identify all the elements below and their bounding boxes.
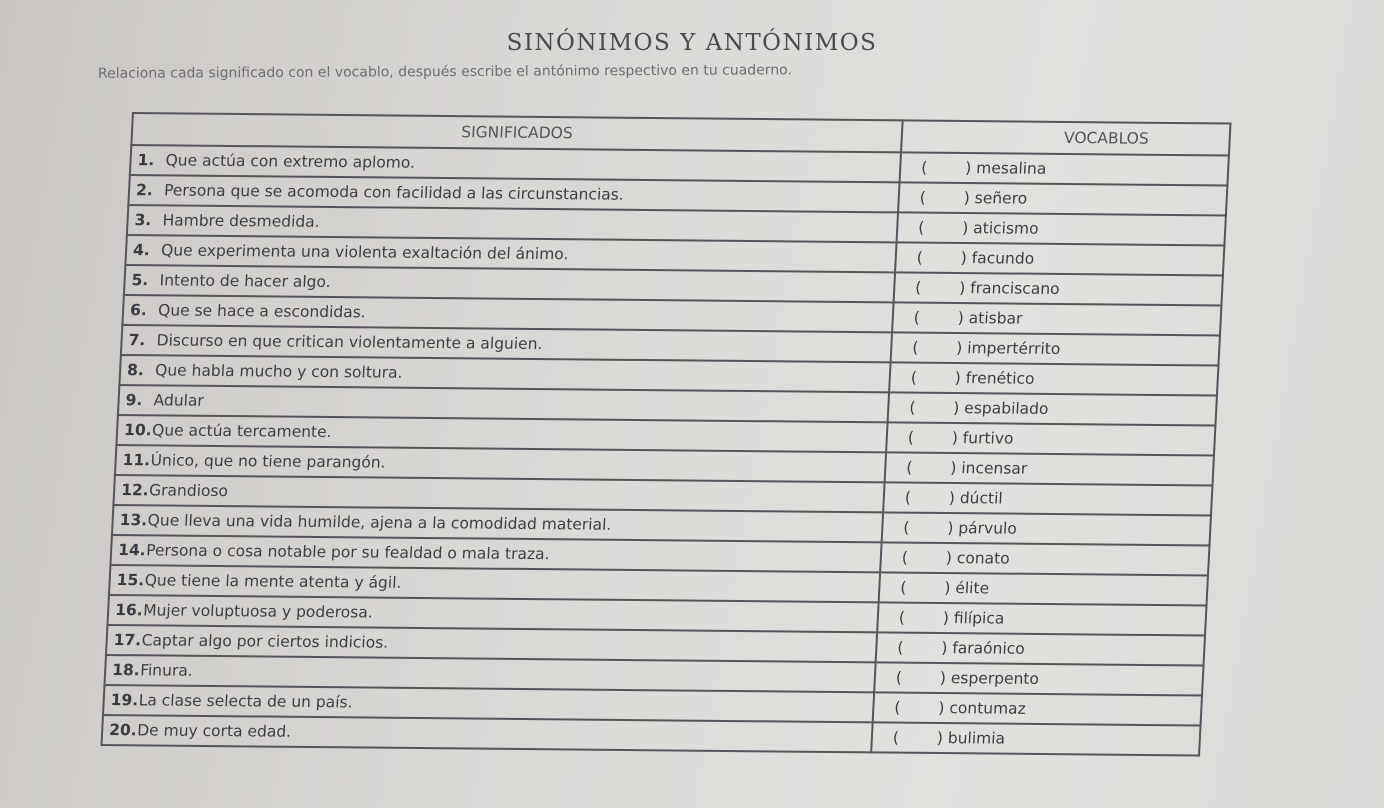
open-bracket: ( [895, 668, 903, 687]
word-cell[interactable] [882, 512, 1211, 545]
item-number: 2. [135, 181, 154, 200]
open-bracket: ( [907, 428, 915, 447]
answer-blank[interactable] [883, 638, 942, 657]
open-bracket: ( [910, 368, 918, 387]
header-significados: SIGNIFICADOS [131, 113, 902, 152]
open-bracket: ( [920, 158, 928, 177]
open-bracket: ( [893, 698, 901, 717]
meaning-text: La clase selecta de un país. [138, 691, 354, 712]
word-cell[interactable] [880, 542, 1209, 575]
meaning-text: Captar algo por ciertos indicios. [141, 631, 389, 652]
word-cell[interactable] [873, 692, 1202, 725]
vocablo-text: facundo [971, 249, 1035, 268]
meaning-text: Adular [153, 391, 205, 410]
item-number: 17. [113, 631, 142, 650]
answer-blank[interactable] [902, 248, 961, 267]
worksheet-sheet [100, 112, 1231, 757]
answer-blank[interactable] [880, 698, 939, 717]
word-cell[interactable] [885, 452, 1214, 485]
close-bracket: ) [949, 459, 957, 478]
vocablo-text: contumaz [948, 699, 1027, 718]
vocablo-text: impertérrito [966, 339, 1061, 359]
close-bracket: ) [940, 639, 948, 658]
close-bracket: ) [945, 549, 953, 568]
vocablo-text: filípica [953, 609, 1005, 628]
vocablo-text: incensar [960, 459, 1028, 478]
item-number: 11. [122, 451, 151, 470]
answer-blank[interactable] [901, 278, 960, 297]
vocablo-text: aticismo [972, 219, 1040, 238]
item-number: 18. [111, 661, 141, 680]
meaning-cell [102, 715, 873, 752]
vocablo-text: espabilado [963, 399, 1049, 418]
item-number: 10. [123, 421, 153, 440]
word-cell[interactable] [876, 632, 1205, 665]
item-number: 3. [134, 211, 152, 230]
word-cell[interactable] [897, 212, 1226, 245]
word-cell[interactable] [900, 152, 1229, 185]
item-number: 19. [110, 691, 139, 710]
answer-blank[interactable] [893, 428, 952, 447]
answer-blank[interactable] [878, 728, 937, 747]
meaning-text: De muy corta edad. [136, 721, 292, 741]
meaning-text: Discurso en que critican violentamente a alguien. [156, 331, 543, 354]
close-bracket: ) [937, 698, 945, 718]
matching-table [100, 112, 1231, 757]
meaning-text: Que lleva una vida humilde, ajena a la comodidad material. [147, 511, 612, 534]
meaning-text: Hambre desmedida. [162, 211, 321, 231]
word-cell[interactable] [891, 332, 1220, 365]
open-bracket: ( [905, 458, 913, 477]
table-body [102, 145, 1229, 756]
meaning-text: Finura. [139, 661, 194, 680]
answer-blank[interactable] [905, 188, 964, 207]
close-bracket: ) [948, 489, 956, 508]
word-cell[interactable] [871, 722, 1200, 755]
word-cell[interactable] [898, 182, 1227, 215]
answer-blank[interactable] [887, 548, 946, 567]
close-bracket: ) [943, 579, 951, 598]
close-bracket: ) [963, 189, 971, 208]
close-bracket: ) [955, 339, 963, 358]
word-cell[interactable] [877, 602, 1206, 635]
word-cell[interactable] [894, 272, 1223, 305]
item-number: 14. [117, 541, 147, 560]
word-cell[interactable] [879, 572, 1208, 605]
answer-blank[interactable] [890, 488, 949, 507]
open-bracket: ( [902, 518, 910, 537]
vocablo-text: bulimia [947, 729, 1006, 748]
answer-blank[interactable] [896, 368, 955, 387]
answer-blank[interactable] [895, 398, 954, 417]
close-bracket: ) [952, 399, 960, 418]
close-bracket: ) [958, 279, 966, 298]
open-bracket: ( [919, 188, 927, 207]
open-bracket: ( [899, 578, 907, 597]
header-vocablos: VOCABLOS [901, 120, 1230, 155]
vocablo-text: furtivo [962, 429, 1014, 448]
meaning-text: Mujer voluptuosa y poderosa. [142, 601, 374, 622]
answer-blank[interactable] [907, 158, 966, 177]
answer-blank[interactable] [892, 458, 951, 477]
vocablo-text: frenético [965, 369, 1035, 388]
item-number: 5. [131, 271, 149, 290]
answer-blank[interactable] [898, 338, 957, 357]
open-bracket: ( [898, 608, 906, 627]
open-bracket: ( [901, 548, 909, 567]
item-number: 13. [119, 511, 148, 530]
vocablo-text: señero [974, 189, 1028, 208]
item-number: 9. [125, 391, 143, 410]
vocablo-text: élite [954, 579, 990, 598]
answer-blank[interactable] [889, 518, 948, 537]
vocablo-text: franciscano [969, 279, 1061, 298]
vocablo-text: dúctil [959, 489, 1004, 508]
close-bracket: ) [946, 519, 954, 538]
close-bracket: ) [964, 159, 972, 178]
meaning-text: Que experimenta una violenta exaltación del ánimo. [160, 241, 569, 264]
word-cell[interactable] [889, 362, 1218, 395]
vocablo-text: mesalina [975, 159, 1047, 178]
close-bracket: ) [957, 309, 965, 328]
vocablo-text: párvulo [957, 519, 1018, 538]
open-bracket: ( [892, 728, 900, 747]
instructions-text: Relaciona cada significado con el vocablo, después escribe el antónimo respectivo en tu cuaderno. [97, 62, 792, 82]
close-bracket: ) [951, 429, 959, 448]
item-number: 16. [114, 601, 144, 620]
open-bracket: ( [908, 398, 916, 417]
word-cell[interactable] [883, 482, 1212, 515]
meaning-text: Que tiene la mente atenta y ágil. [144, 571, 402, 592]
meaning-text: Intento de hacer algo. [159, 271, 332, 291]
close-bracket: ) [936, 728, 944, 748]
item-number: 7. [128, 331, 146, 350]
word-cell[interactable] [886, 422, 1215, 455]
item-number: 20. [108, 721, 138, 740]
page-title: SINÓNIMOS Y ANTÓNIMOS [506, 30, 878, 56]
meaning-text: Grandioso [148, 481, 229, 501]
item-number: 1. [137, 151, 155, 170]
answer-blank[interactable] [904, 218, 963, 237]
close-bracket: ) [939, 668, 947, 688]
vocablo-text: conato [956, 549, 1011, 568]
vocablo-text: atisbar [968, 309, 1023, 328]
vocablo-text: faraónico [951, 639, 1026, 658]
answer-blank[interactable] [881, 668, 940, 687]
meaning-text: Que habla mucho y con soltura. [154, 361, 403, 382]
open-bracket: ( [916, 248, 924, 267]
open-bracket: ( [913, 308, 921, 327]
item-number: 6. [129, 301, 148, 320]
close-bracket: ) [954, 369, 962, 388]
meaning-text: Que se hace a escondidas. [157, 301, 367, 322]
word-cell[interactable] [888, 392, 1217, 425]
meaning-text: Que actúa con extremo aplomo. [165, 151, 416, 172]
close-bracket: ) [960, 249, 968, 268]
answer-blank[interactable] [886, 578, 945, 597]
word-cell[interactable] [895, 242, 1224, 275]
answer-blank[interactable] [884, 608, 943, 627]
close-bracket: ) [961, 219, 969, 238]
open-bracket: ( [917, 218, 925, 237]
item-number: 4. [132, 241, 151, 260]
open-bracket: ( [914, 278, 922, 297]
open-bracket: ( [904, 488, 912, 507]
word-cell[interactable] [874, 662, 1203, 695]
meaning-text: Que actúa tercamente. [151, 421, 333, 442]
meaning-text: Persona que se acomoda con facilidad a las circunstancias. [163, 181, 625, 204]
item-number: 12. [120, 481, 150, 500]
item-number: 8. [126, 361, 145, 380]
vocablo-text: esperpento [950, 669, 1040, 688]
open-bracket: ( [896, 638, 904, 657]
word-cell[interactable] [892, 302, 1221, 335]
meaning-text: Único, que no tiene parangón. [150, 451, 387, 472]
close-bracket: ) [942, 609, 950, 628]
meaning-text: Persona o cosa notable por su fealdad o mala traza. [145, 541, 550, 564]
open-bracket: ( [911, 338, 919, 357]
item-number: 15. [116, 571, 145, 590]
answer-blank[interactable] [899, 308, 958, 327]
